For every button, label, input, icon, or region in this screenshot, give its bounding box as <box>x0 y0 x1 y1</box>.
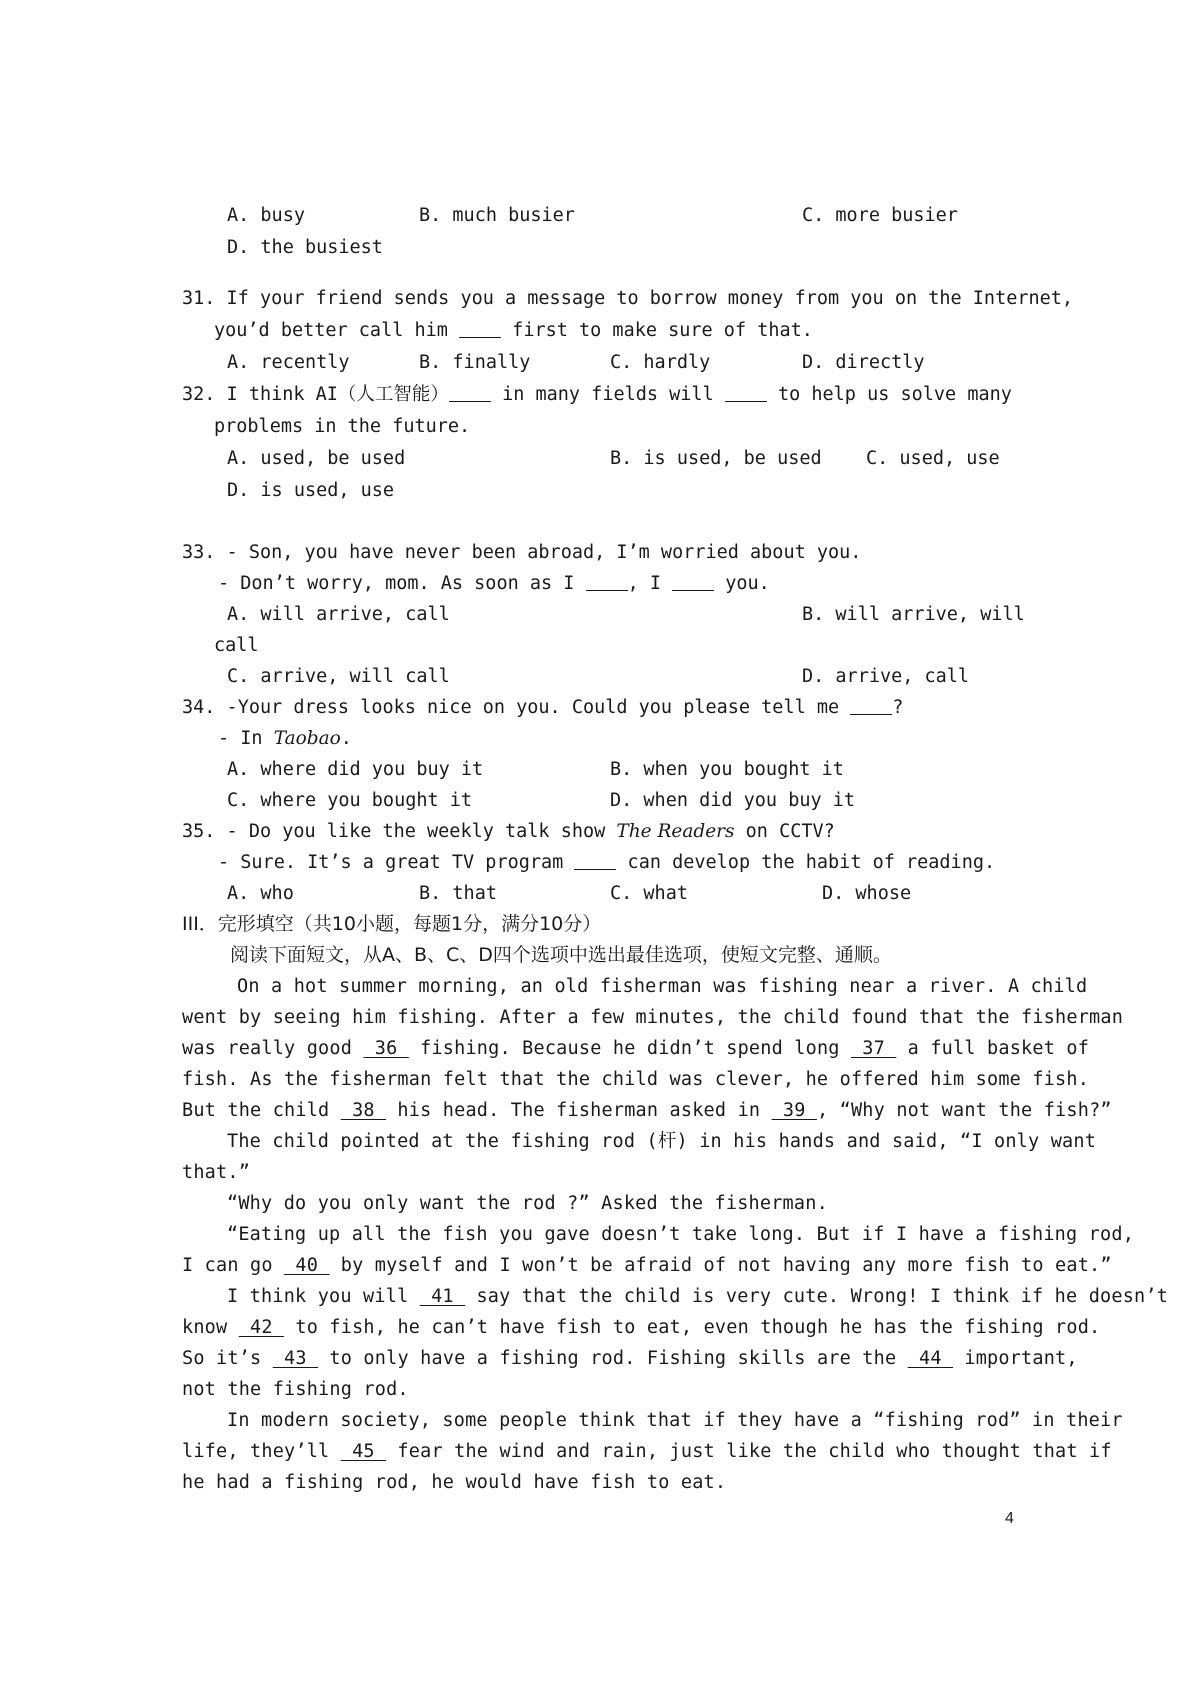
q31-option-b: B. finally <box>419 352 531 373</box>
q34-option-b: B. when you bought it <box>610 759 844 780</box>
cloze-blank-37: 37 <box>850 1038 897 1059</box>
passage-line: In modern society, some people think that if they have a “fishing rod” in their <box>227 1410 1123 1431</box>
passage-line: went by seeing him fishing. After a few minutes, the child found that the fisherman <box>182 1007 1124 1028</box>
q32-options-row2 <box>182 475 1022 506</box>
section-instruction: 阅读下面短文，从A、B、C、D四个选项中选出最佳选项，使短文完整、通顺。 <box>230 944 892 966</box>
page-number: 4 <box>1005 1510 1014 1527</box>
answer-blank <box>574 849 616 870</box>
q34-stem-line2: - In Taobao. <box>218 728 352 749</box>
answer-blank <box>672 570 714 591</box>
q31-stem-line1: 31. If your friend sends you a message to borrow money from you on the Internet, <box>182 288 1074 309</box>
q31-stem-line2: you’d better call him first to make sure of that. <box>214 315 1054 346</box>
q30-option-b: B. much busier <box>419 205 575 226</box>
q32-stem-line1: 32. I think AI（人工智能） in many fields will to help us solve many <box>182 379 1022 410</box>
passage-line: “Why do you only want the rod ?” Asked the fisherman. <box>227 1193 828 1214</box>
q33-options-row2 <box>182 661 1022 692</box>
q32-stem-line2: problems in the future. <box>214 416 471 437</box>
passage-line: that.” <box>182 1162 251 1183</box>
q31-option-d: D. directly <box>802 352 925 373</box>
q30-options-row2 <box>182 232 1022 263</box>
cloze-blank-42: 42 <box>238 1317 285 1338</box>
q33-option-c: C. arrive, will call <box>227 666 450 687</box>
q33-option-b-wrap: call <box>214 635 259 656</box>
cloze-blank-43: 43 <box>272 1348 319 1369</box>
passage-line: life, they’ll 45 fear the wind and rain, just like the child who thought that if <box>182 1441 1112 1462</box>
q32-option-b: B. is used, be used <box>610 448 822 469</box>
cloze-blank-39: 39 <box>771 1100 817 1121</box>
q35-stem-line1: 35. - Do you like the weekly talk show The Readers on CCTV? <box>182 821 835 842</box>
passage-line: I can go 40 by myself and I won’t be afraid of not having any more fish to eat.” <box>182 1255 1112 1276</box>
section-heading: III．完形填空（共10小题，每题1分，满分10分） <box>182 913 602 935</box>
answer-blank <box>586 570 628 591</box>
passage-line: So it’s 43 to only have a fishing rod. Fishing skills are the 44 important, <box>182 1348 1078 1369</box>
q34-stem-line1: 34. -Your dress looks nice on you. Could you please tell me ? <box>182 692 1022 723</box>
answer-blank <box>850 694 892 715</box>
passage-line: he had a fishing rod, he would have fish to eat. <box>182 1472 727 1493</box>
passage-line: The child pointed at the fishing rod (杆) in his hands and said, “I only want <box>227 1131 1097 1152</box>
q33-stem-line1: 33. - Son, you have never been abroad, I’m worried about you. <box>182 542 862 563</box>
q34-options-row1 <box>182 754 1022 785</box>
q35-option-b: B. that <box>419 883 497 904</box>
cloze-blank-40: 40 <box>284 1255 330 1276</box>
q35-option-a: A. who <box>227 883 294 904</box>
passage-line: was really good 36 fishing. Because he didn’t spend long 37 a full basket of <box>182 1038 1090 1059</box>
q31-option-c: C. hardly <box>610 352 711 373</box>
q35-options <box>182 878 1022 909</box>
q33-option-d: D. arrive, call <box>802 666 970 687</box>
q32-option-c: C. used, use <box>866 448 1000 469</box>
answer-blank <box>725 381 767 402</box>
q34-option-c: C. where you bought it <box>227 790 473 811</box>
q32-options-row1 <box>182 443 1022 474</box>
cloze-blank-41: 41 <box>419 1286 466 1307</box>
q31-options <box>182 347 1022 378</box>
answer-blank <box>459 317 501 338</box>
q30-options-row1 <box>182 200 1022 231</box>
cloze-blank-44: 44 <box>907 1348 954 1369</box>
passage-line: fish. As the fisherman felt that the child was clever, he offered him some fish. <box>182 1069 1090 1090</box>
q32-option-a: A. used, be used <box>227 448 406 469</box>
q34-options-row2 <box>182 785 1022 816</box>
q33-options-row1 <box>182 599 1025 630</box>
passage-line: not the fishing rod. <box>182 1379 409 1400</box>
q30-option-a: A. busy <box>227 205 305 226</box>
cloze-blank-36: 36 <box>363 1038 409 1059</box>
cloze-blank-38: 38 <box>340 1100 387 1121</box>
q33-option-a: A. will arrive, call <box>227 604 450 625</box>
answer-blank <box>449 381 491 402</box>
passage-line: But the child 38 his head. The fisherman asked in 39 , “Why not want the fish?” <box>182 1100 1112 1121</box>
q35-option-c: C. what <box>610 883 688 904</box>
passage-line: “Eating up all the fish you gave doesn’t take long. But if I have a fishing rod, <box>227 1224 1135 1245</box>
passage-line: know 42 to fish, he can’t have fish to eat, even though he has the fishing rod. <box>182 1317 1101 1338</box>
q34-option-a: A. where did you buy it <box>227 759 484 780</box>
q30-option-c: C. more busier <box>802 205 958 226</box>
q30-option-d: D. the busiest <box>227 237 383 258</box>
q32-option-d: D. is used, use <box>227 480 395 501</box>
q34-option-d: D. when did you buy it <box>610 790 856 811</box>
q31-option-a: A. recently <box>227 352 350 373</box>
q35-stem-line2: - Sure. It’s a great TV program can develop the habit of reading. <box>218 847 1058 878</box>
q35-option-d: D. whose <box>822 883 912 904</box>
passage-line: I think you will 41 say that the child is very cute. Wrong! I think if he doesn’t <box>227 1286 1169 1307</box>
passage-line: On a hot summer morning, an old fisherman was fishing near a river. A child <box>237 976 1088 997</box>
cloze-blank-45: 45 <box>340 1441 387 1462</box>
q33-stem-line2: - Don’t worry, mom. As soon as I , I you. <box>218 568 1058 599</box>
q33-option-b: B. will arrive, will <box>802 604 1025 625</box>
